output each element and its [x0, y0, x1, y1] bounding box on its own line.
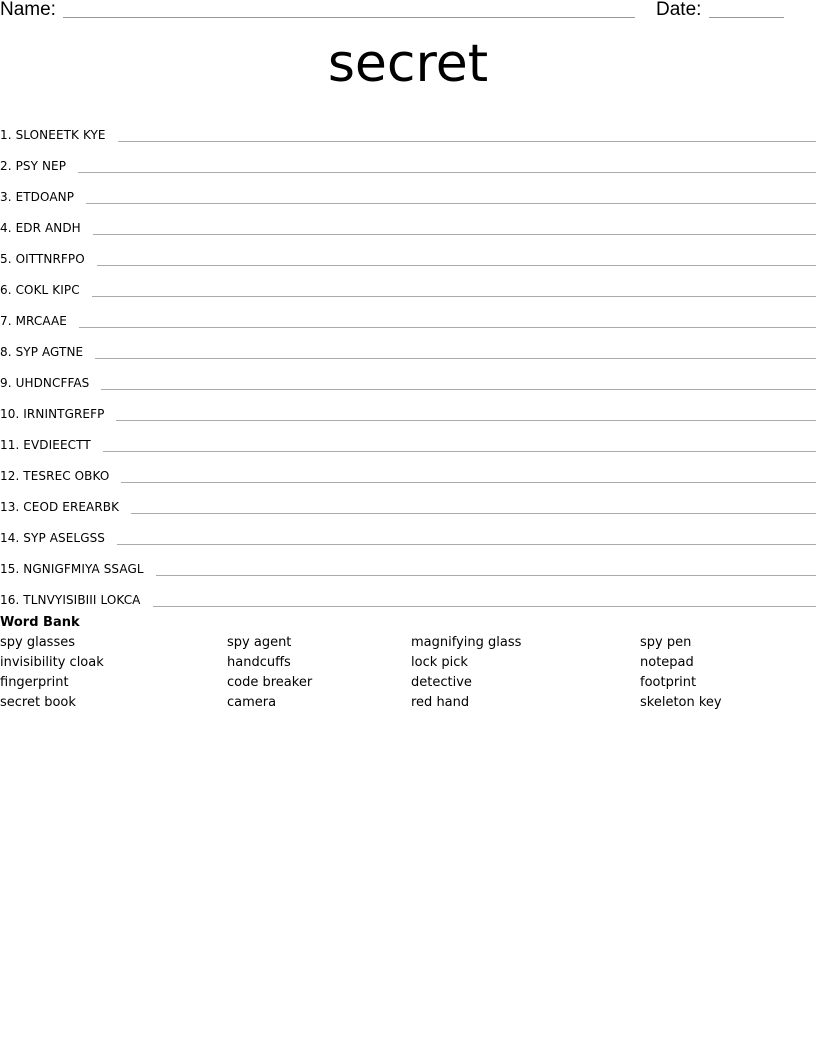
answer-line[interactable]	[156, 575, 816, 576]
answer-line[interactable]	[131, 513, 816, 514]
question-text: 8. SYP AGTNE	[0, 345, 84, 359]
question-row	[0, 329, 816, 360]
question-text: 2. PSY NEP	[0, 159, 67, 173]
question-row	[0, 205, 816, 236]
question-row	[0, 298, 816, 329]
answer-line[interactable]	[103, 451, 816, 452]
question-text: 3. ETDOANP	[0, 190, 75, 204]
answer-line[interactable]	[101, 389, 816, 390]
question-text: 16. TLNVYISIBIII LOKCA	[0, 593, 141, 607]
word-bank-item: spy pen	[640, 635, 692, 650]
question-row	[0, 546, 816, 577]
date-answer-line[interactable]	[709, 17, 784, 18]
question-row	[0, 453, 816, 484]
word-bank-item: spy agent	[227, 635, 292, 650]
word-bank-item: code breaker	[227, 675, 313, 690]
word-bank-item: camera	[227, 695, 277, 710]
question-row	[0, 174, 816, 205]
word-bank-item: notepad	[640, 655, 694, 670]
question-text: 7. MRCAAE	[0, 314, 67, 328]
answer-line[interactable]	[116, 420, 816, 421]
question-text: 4. EDR ANDH	[0, 221, 81, 235]
question-text: 10. IRNINTGREFP	[0, 407, 105, 421]
page-title: secret	[327, 34, 489, 94]
question-text: 12. TESREC OBKO	[0, 469, 110, 483]
answer-line[interactable]	[118, 141, 816, 142]
question-text: 1. SLONEETK KYE	[0, 128, 106, 142]
answer-line[interactable]	[86, 203, 816, 204]
word-bank-row	[0, 695, 816, 715]
answer-line[interactable]	[95, 358, 816, 359]
word-bank-item: handcuffs	[227, 655, 291, 670]
answer-line[interactable]	[121, 482, 816, 483]
name-answer-line[interactable]	[63, 17, 635, 18]
question-text: 14. SYP ASELGSS	[0, 531, 106, 545]
word-bank-row	[0, 655, 816, 675]
word-bank-title: Word Bank	[0, 615, 80, 630]
answer-line[interactable]	[117, 544, 816, 545]
question-row	[0, 360, 816, 391]
question-row	[0, 236, 816, 267]
question-text: 15. NGNIGFMIYA SSAGL	[0, 562, 144, 576]
word-bank-item: footprint	[640, 675, 697, 690]
word-bank-item: detective	[411, 675, 472, 690]
question-row	[0, 515, 816, 546]
question-text: 5. OITTNRFPO	[0, 252, 85, 266]
question-row	[0, 143, 816, 174]
name-label: Name:	[0, 0, 56, 20]
word-bank-row	[0, 635, 816, 655]
answer-line[interactable]	[97, 265, 816, 266]
question-row	[0, 112, 816, 143]
worksheet-header	[0, 0, 816, 24]
question-text: 9. UHDNCFFAS	[0, 376, 90, 390]
date-label: Date:	[656, 0, 702, 20]
question-row	[0, 391, 816, 422]
question-text: 11. EVDIEECTT	[0, 438, 91, 452]
word-bank-row	[0, 675, 816, 695]
answer-line[interactable]	[92, 296, 816, 297]
word-bank	[0, 635, 816, 715]
word-bank-item: spy glasses	[0, 635, 75, 650]
word-bank-item: fingerprint	[0, 675, 69, 690]
answer-line[interactable]	[153, 606, 816, 607]
question-row	[0, 422, 816, 453]
word-bank-item: red hand	[411, 695, 470, 710]
word-bank-item: lock pick	[411, 655, 468, 670]
answer-line[interactable]	[93, 234, 816, 235]
question-row	[0, 577, 816, 608]
question-row	[0, 484, 816, 515]
question-row	[0, 267, 816, 298]
answer-line[interactable]	[78, 172, 816, 173]
word-bank-item: skeleton key	[640, 695, 722, 710]
word-bank-item: invisibility cloak	[0, 655, 104, 670]
question-text: 6. COKL KIPC	[0, 283, 80, 297]
word-bank-item: secret book	[0, 695, 76, 710]
question-text: 13. CEOD EREARBK	[0, 500, 120, 514]
answer-line[interactable]	[79, 327, 816, 328]
word-bank-item: magnifying glass	[411, 635, 522, 650]
scramble-question-list	[0, 112, 816, 608]
